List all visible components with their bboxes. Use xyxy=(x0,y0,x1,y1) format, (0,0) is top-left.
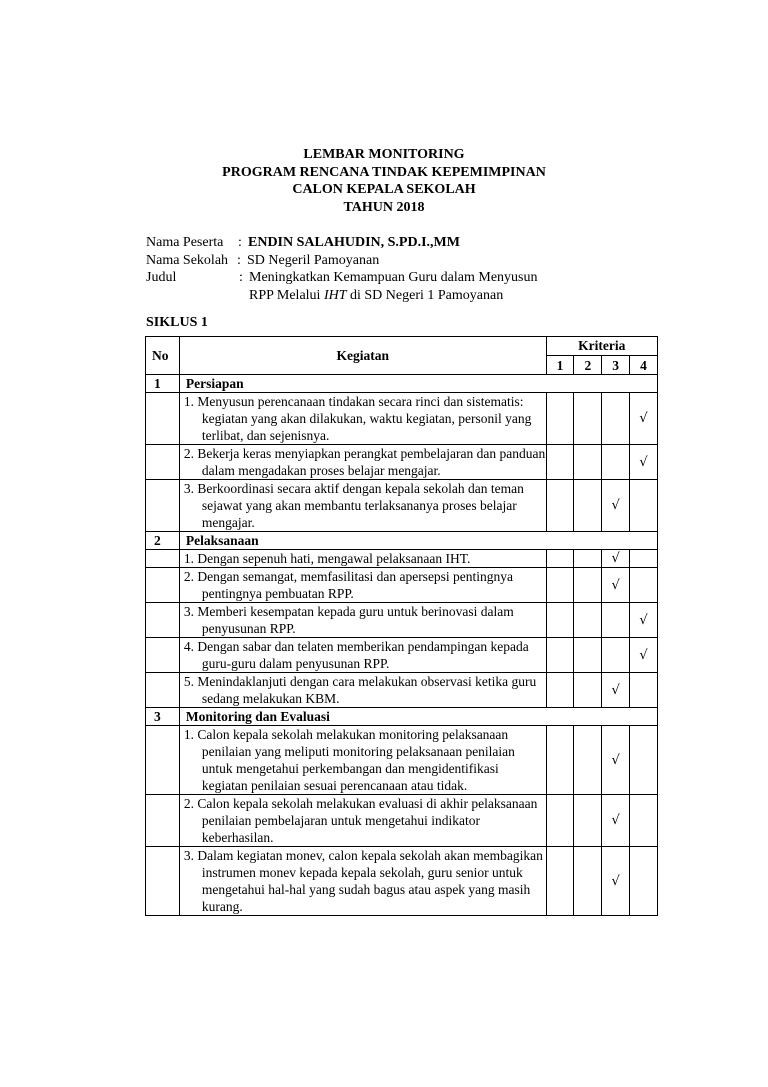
kriteria-3-cell xyxy=(602,445,630,480)
table-row xyxy=(146,550,658,568)
table-row xyxy=(146,568,658,603)
check-mark-icon: √ xyxy=(611,551,620,566)
activity-text: 3. Berkoordinasi secara aktif dengan kepala sekolah dan teman sejawat yang akan membantu terlaksananya proses belajar mengajar. xyxy=(183,481,524,530)
kriteria-2-cell xyxy=(574,638,602,673)
check-mark-icon: √ xyxy=(611,752,620,768)
section-number: 2 xyxy=(146,532,180,550)
table-row xyxy=(146,673,658,708)
activity-text: 2. Bekerja keras menyiapkan perangkat pembelajaran dan panduan dalam mengadakan proses belajar mengajar. xyxy=(183,446,546,478)
table-row xyxy=(146,603,658,638)
row-number-cell xyxy=(146,445,180,480)
row-number-cell xyxy=(146,847,180,916)
table-row xyxy=(146,445,658,480)
check-mark-icon: √ xyxy=(611,813,620,828)
kriteria-4-cell xyxy=(630,795,658,847)
activity-cell xyxy=(179,603,546,638)
kriteria-4-cell xyxy=(630,393,658,445)
title-label: Judul xyxy=(146,270,177,285)
header-kegiatan: Kegiatan xyxy=(179,337,546,375)
kriteria-3-cell xyxy=(602,673,630,708)
activity-cell xyxy=(179,847,546,916)
kriteria-1-cell xyxy=(546,393,574,445)
activity-cell xyxy=(179,726,546,795)
kriteria-4-cell xyxy=(630,603,658,638)
activity-text: 5. Menindaklanjuti dengan cara melakukan observasi ketika guru sedang melakukan KBM. xyxy=(183,674,537,706)
section-row xyxy=(146,708,658,726)
kriteria-4-cell xyxy=(630,445,658,480)
header-kriteria-1: 1 xyxy=(546,356,574,375)
kriteria-1-cell xyxy=(546,568,574,603)
monitoring-table xyxy=(145,336,658,916)
school-name-value: SD Negeril Pamoyanan xyxy=(247,252,380,268)
activity-text: 4. Dengan sabar dan telaten memberikan pendampingan kepada guru-guru dalam penyusunan RPP. xyxy=(183,639,529,671)
title-line-2-pre: RPP Melalui xyxy=(249,287,324,303)
activity-cell xyxy=(179,795,546,847)
section-number: 1 xyxy=(146,375,180,393)
kriteria-2-cell xyxy=(574,847,602,916)
section-title: Pelaksanaan xyxy=(179,532,657,550)
table-row xyxy=(146,393,658,445)
activity-cell xyxy=(179,550,546,568)
kriteria-3-cell xyxy=(602,847,630,916)
activity-text: 3. Dalam kegiatan monev, calon kepala sekolah akan membagikan instrumen monev kepada kepala sekolah, guru senior untuk mengetahui hal-hal yang sudah bagus atau aspek yang masih kurang. xyxy=(183,848,543,914)
section-row xyxy=(146,532,658,550)
kriteria-3-cell xyxy=(602,726,630,795)
kriteria-1-cell xyxy=(546,480,574,532)
kriteria-2-cell xyxy=(574,726,602,795)
kriteria-3-cell xyxy=(602,568,630,603)
table-row xyxy=(146,480,658,532)
header-kriteria-3: 3 xyxy=(602,356,630,375)
activity-cell xyxy=(179,673,546,708)
check-mark-icon: √ xyxy=(611,577,620,593)
kriteria-2-cell xyxy=(574,393,602,445)
kriteria-1-cell xyxy=(546,445,574,480)
row-number-cell xyxy=(146,550,180,568)
kriteria-1-cell xyxy=(546,795,574,847)
colon: : xyxy=(239,270,243,285)
kriteria-1-cell xyxy=(546,550,574,568)
kriteria-2-cell xyxy=(574,568,602,603)
activity-cell xyxy=(179,480,546,532)
header-kriteria-4: 4 xyxy=(630,356,658,375)
title-line-2: PROGRAM RENCANA TINDAK KEPEMIMPINAN xyxy=(222,164,546,180)
activity-cell xyxy=(179,638,546,673)
row-number-cell xyxy=(146,480,180,532)
activity-text: 2. Dengan semangat, memfasilitasi dan apersepsi pentingnya pentingnya pembuatan RPP. xyxy=(183,569,514,601)
activity-cell xyxy=(179,568,546,603)
check-mark-icon: √ xyxy=(639,647,648,663)
check-mark-icon: √ xyxy=(611,498,620,513)
kriteria-4-cell xyxy=(630,847,658,916)
title-line-2-post: di SD Negeri 1 Pamoyanan xyxy=(346,287,504,303)
check-mark-icon: √ xyxy=(639,454,648,470)
header-kriteria-2: 2 xyxy=(574,356,602,375)
table-row xyxy=(146,638,658,673)
activity-cell xyxy=(179,393,546,445)
activity-text: 1. Dengan sepenuh hati, mengawal pelaksanaan IHT. xyxy=(183,551,471,566)
row-number-cell xyxy=(146,673,180,708)
table-row xyxy=(146,726,658,795)
kriteria-4-cell xyxy=(630,480,658,532)
header-no: No xyxy=(146,337,180,375)
colon: : xyxy=(238,235,242,250)
check-mark-icon: √ xyxy=(611,682,620,698)
activity-cell xyxy=(179,445,546,480)
kriteria-4-cell xyxy=(630,726,658,795)
row-number-cell xyxy=(146,638,180,673)
kriteria-2-cell xyxy=(574,795,602,847)
kriteria-4-cell xyxy=(630,673,658,708)
kriteria-3-cell xyxy=(602,550,630,568)
table-row xyxy=(146,795,658,847)
check-mark-icon: √ xyxy=(639,411,648,426)
kriteria-1-cell xyxy=(546,847,574,916)
kriteria-2-cell xyxy=(574,445,602,480)
title-line-2-emphasis: IHT xyxy=(323,287,347,303)
title-line-3: CALON KEPALA SEKOLAH xyxy=(292,182,476,197)
check-mark-icon: √ xyxy=(611,873,620,889)
kriteria-3-cell xyxy=(602,603,630,638)
row-number-cell xyxy=(146,603,180,638)
kriteria-1-cell xyxy=(546,673,574,708)
kriteria-4-cell xyxy=(630,638,658,673)
table-body xyxy=(146,375,658,916)
title-line-4: TAHUN 2018 xyxy=(343,199,425,215)
section-row xyxy=(146,375,658,393)
kriteria-3-cell xyxy=(602,795,630,847)
kriteria-3-cell xyxy=(602,393,630,445)
kriteria-1-cell xyxy=(546,638,574,673)
document-title xyxy=(0,146,768,216)
title-line-1: LEMBAR MONITORING xyxy=(303,147,465,162)
kriteria-3-cell xyxy=(602,638,630,673)
row-number-cell xyxy=(146,795,180,847)
activity-text: 1. Calon kepala sekolah melakukan monitoring pelaksanaan penilaian yang meliputi monitoring pelaksanaan penilaian untuk mengetahui perkembangan dan mengidentifikasi kegiatan penilaian sesuai perencanaan atau tidak. xyxy=(183,727,515,793)
kriteria-1-cell xyxy=(546,726,574,795)
school-name-label: Nama Sekolah xyxy=(146,252,229,268)
activity-text: 3. Memberi kesempatan kepada guru untuk berinovasi dalam penyusunan RPP. xyxy=(183,604,514,636)
activity-text: 2. Calon kepala sekolah melakukan evaluasi di akhir pelaksanaan penilaian pembelajaran untuk mengetahui indikator keberhasilan. xyxy=(183,796,538,845)
kriteria-4-cell xyxy=(630,550,658,568)
kriteria-3-cell xyxy=(602,480,630,532)
check-mark-icon: √ xyxy=(639,612,648,628)
header-kriteria: Kriteria xyxy=(546,337,657,356)
participant-name-value: ENDIN SALAHUDIN, S.PD.I.,MM xyxy=(248,235,460,250)
kriteria-2-cell xyxy=(574,603,602,638)
section-title: Monitoring dan Evaluasi xyxy=(179,708,657,726)
kriteria-2-cell xyxy=(574,480,602,532)
kriteria-2-cell xyxy=(574,550,602,568)
row-number-cell xyxy=(146,568,180,603)
colon: : xyxy=(237,252,241,268)
participant-name-label: Nama Peserta xyxy=(146,235,224,250)
section-number: 3 xyxy=(146,708,180,726)
table-row xyxy=(146,847,658,916)
section-title: Persiapan xyxy=(179,375,657,393)
kriteria-2-cell xyxy=(574,673,602,708)
title-value-line-1: Meningkatkan Kemampuan Guru dalam Menyusun xyxy=(249,270,538,285)
activity-text: 1. Menyusun perencanaan tindakan secara rinci dan sistematis: kegiatan yang akan dilakukan, waktu kegiatan, personil yang terlibat, dan sejenisnya. xyxy=(183,394,532,443)
row-number-cell xyxy=(146,726,180,795)
cycle-label: SIKLUS 1 xyxy=(146,315,208,330)
row-number-cell xyxy=(146,393,180,445)
kriteria-4-cell xyxy=(630,568,658,603)
title-value-line-2 xyxy=(249,287,503,305)
kriteria-1-cell xyxy=(546,603,574,638)
